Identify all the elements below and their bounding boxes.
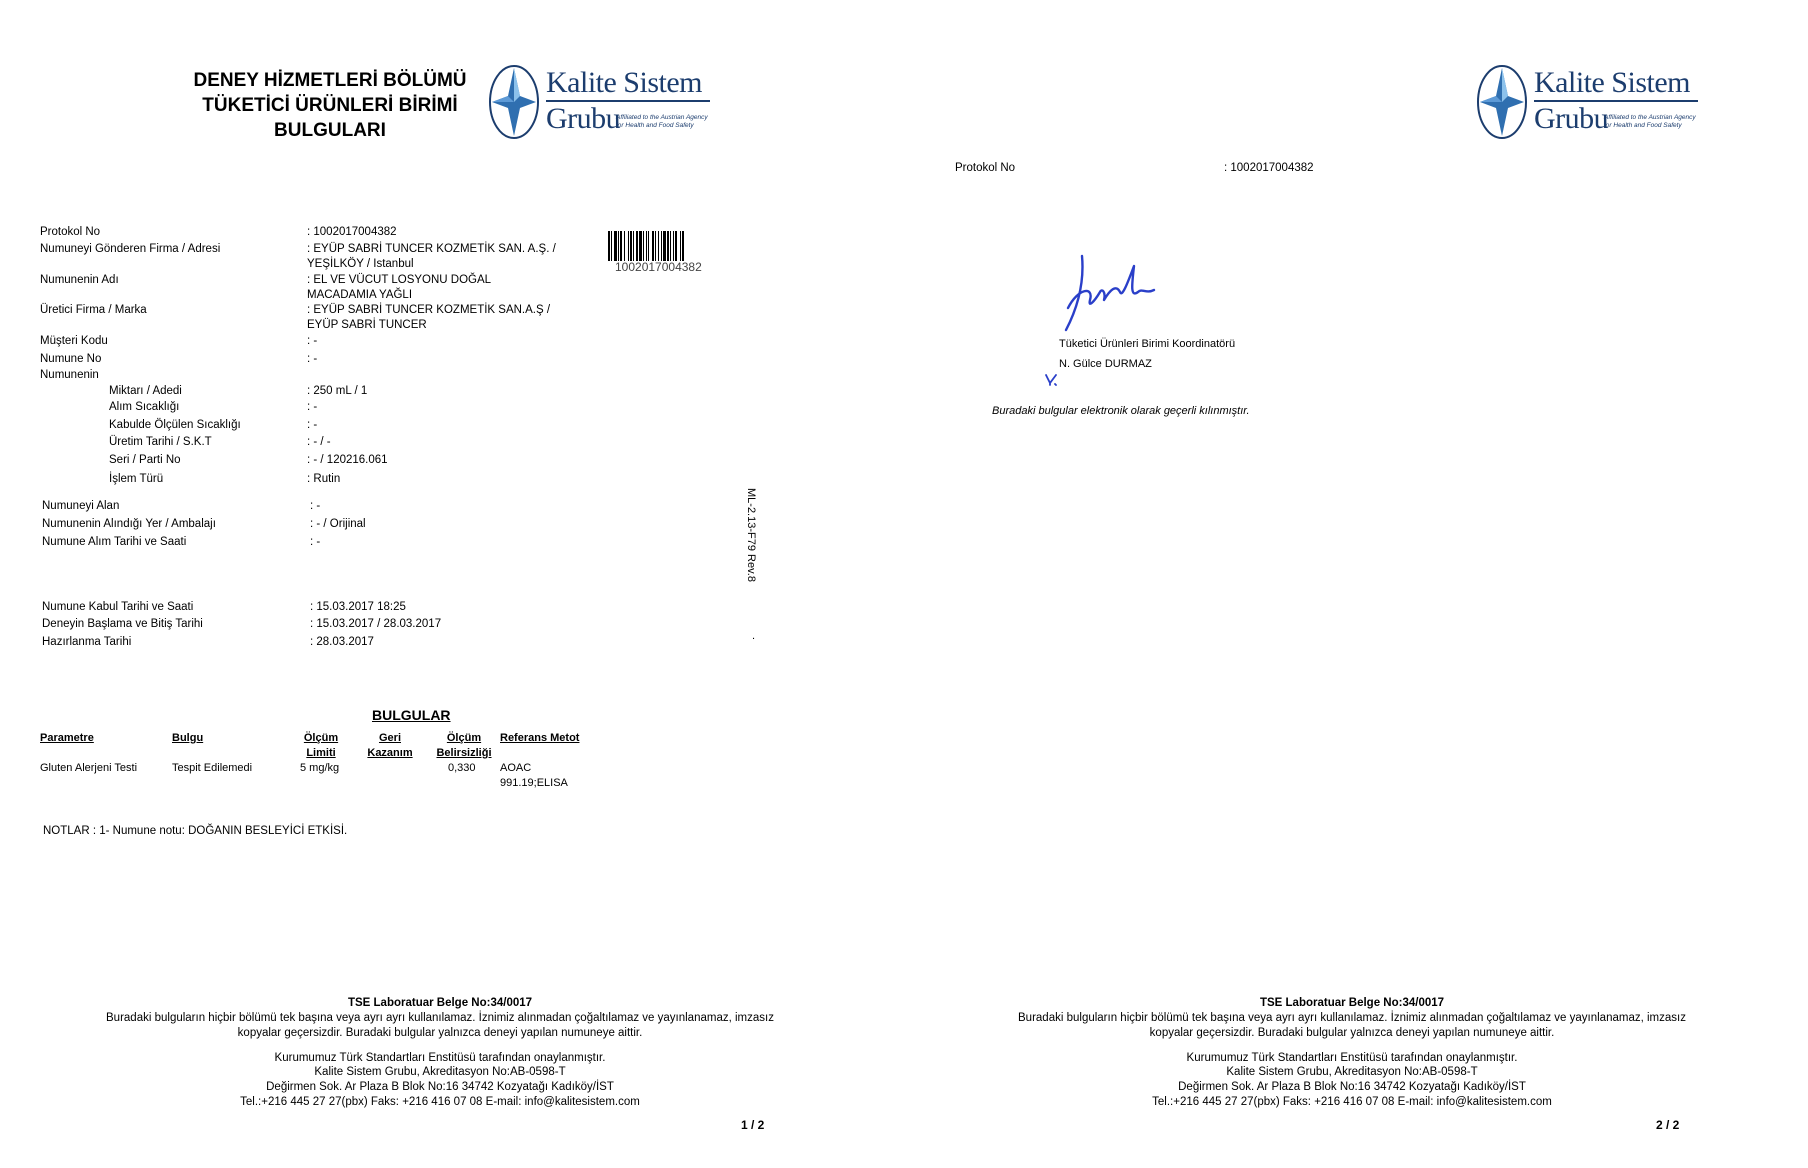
intake-label-receiver: Numuneyi Alan	[42, 500, 120, 512]
date-value-test-period: : 15.03.2017 / 28.03.2017	[310, 618, 442, 630]
barcode-bar	[636, 231, 638, 261]
footer-address: Değirmen Sok. Ar Plaza B Blok No:16 34742 Kozyatağı Kadıköy/İST	[266, 1081, 614, 1093]
cell-uncertainty: 0,330	[448, 762, 476, 774]
table-header-limit: Ölçüm Limiti	[303, 732, 339, 759]
logo-text-line1: Kalite Sistem	[546, 66, 702, 99]
sub-value-measured-temp: : -	[307, 419, 318, 431]
field-label-sample-no: Numune No	[40, 353, 102, 365]
barcode-bar	[611, 231, 612, 261]
intake-value-place: : - / Orijinal	[310, 518, 366, 530]
barcode-bar	[658, 231, 659, 261]
barcode-bar	[628, 231, 629, 261]
star-logo-icon	[1476, 64, 1528, 140]
logo-affil-line2: for Health and Food Safety	[1604, 122, 1682, 129]
footer-cert-line: TSE Laboratuar Belge No:34/0017	[347, 997, 533, 1009]
date-value-prepared: : 28.03.2017	[310, 636, 374, 648]
report-title	[190, 68, 470, 143]
electronic-validity-note: Buradaki bulgular elektronik olarak geçerli kılınmıştır.	[992, 405, 1250, 417]
barcode-bar	[680, 231, 681, 261]
barcode-bar	[630, 231, 632, 261]
table-header-uncertainty: Ölçüm Belirsizliği	[436, 732, 492, 759]
intake-value-datetime: : -	[310, 536, 321, 548]
footer-address: Değirmen Sok. Ar Plaza B Blok No:16 34742 Kozyatağı Kadıköy/İST	[1178, 1081, 1526, 1093]
sub-label-production-date: Üretim Tarihi / S.K.T	[109, 436, 212, 448]
sub-label-process-type: İşlem Türü	[109, 473, 164, 485]
sub-label-batch: Seri / Parti No	[109, 454, 181, 466]
footer-approval: Kurumumuz Türk Standartları Enstitüsü tarafından onaylanmıştır.	[1186, 1052, 1518, 1064]
title-line-3: BULGULARI	[274, 120, 386, 141]
company-logo	[488, 62, 708, 142]
title-line-1: DENEY HİZMETLERİ BÖLÜMÜ	[193, 70, 467, 91]
logo-affil-line1: Affiliated to the Austrian Agency	[1604, 114, 1696, 121]
field-value-sender: : EYÜP SABRİ TUNCER KOZMETİK SAN. A.Ş. /	[307, 243, 556, 255]
barcode-number: 1002017004382	[615, 260, 702, 274]
barcode-bar	[618, 231, 619, 261]
field-value-sender-2: YEŞİLKÖY / Istanbul	[307, 258, 414, 270]
logo-affiliation	[616, 114, 708, 130]
footer-approval: Kurumumuz Türk Standartları Enstitüsü tarafından onaylanmıştır.	[274, 1052, 606, 1064]
table-header-result: Bulgu	[172, 732, 204, 744]
sub-value-process-type: : Rutin	[307, 473, 341, 485]
footer-disclaimer-2: kopyalar geçersizdir. Buradaki bulgular yalnızca deneyi yapılan numuneye aittir.	[237, 1027, 643, 1039]
logo-text-line2: Grubu	[546, 102, 621, 135]
logo-affil-line2: for Health and Food Safety	[616, 122, 694, 129]
barcode-bar	[608, 231, 610, 261]
stray-dot: .	[752, 630, 756, 642]
notes-text: NOTLAR : 1- Numune notu: DOĞANIN BESLEYİCİ ETKİSİ.	[43, 825, 348, 837]
signature-image	[1054, 248, 1164, 338]
barcode-bar	[620, 231, 622, 261]
footer-cert-line: TSE Laboratuar Belge No:34/0017	[1259, 997, 1445, 1009]
footer-disclaimer-1: Buradaki bulguların hiçbir bölümü tek başına veya ayrı ayrı kullanılamaz. İznimiz alınmadan çoğaltılamaz ve yayınlanamaz, imzasız	[1018, 1012, 1686, 1024]
sub-label-measured-temp: Kabulde Ölçülen Sıcaklığı	[109, 419, 241, 431]
logo-affiliation	[1604, 114, 1696, 130]
barcode-bar	[655, 231, 656, 261]
field-value-sample-name: : EL VE VÜCUT LOSYONU DOĞAL	[307, 274, 492, 286]
date-label-test-period: Deneyin Başlama ve Bitiş Tarihi	[42, 618, 203, 630]
barcode-bar	[646, 231, 647, 261]
sub-value-batch: : - / 120216.061	[307, 454, 388, 466]
date-label-acceptance: Numune Kabul Tarihi ve Saati	[42, 601, 194, 613]
protocol-value: : 1002017004382	[1224, 162, 1314, 174]
logo-affil-line1: Affiliated to the Austrian Agency	[616, 114, 708, 121]
cell-method: AOAC 991.19;ELISA	[500, 762, 568, 789]
barcode-bar	[624, 231, 625, 261]
footer-accreditation: Kalite Sistem Grubu, Akreditasyon No:AB-0598-T	[314, 1066, 566, 1078]
barcode-bar	[639, 231, 642, 261]
field-value-sample-name-2: MACADAMIA YAĞLI	[307, 289, 413, 301]
barcode-image	[608, 231, 740, 261]
sub-label-quantity: Miktarı / Adedi	[109, 385, 182, 397]
star-logo-icon	[488, 64, 540, 140]
barcode-bar	[667, 231, 669, 261]
sub-value-production-date: : - / -	[307, 436, 331, 448]
page-number-1: 1 / 2	[741, 1118, 765, 1132]
table-header-recovery: Geri Kazanım	[367, 732, 413, 759]
logo-text-line1: Kalite Sistem	[1534, 66, 1690, 99]
field-label-sample-group: Numunenin	[40, 369, 99, 381]
barcode-bar	[675, 231, 677, 261]
barcode-bar	[648, 231, 649, 261]
table-header-method: Referans Metot	[500, 732, 580, 744]
cell-parameter: Gluten Alerjeni Testi	[40, 762, 138, 774]
field-label-customer-code: Müşteri Kodu	[40, 335, 108, 347]
signer-title: Tüketici Ürünleri Birimi Koordinatörü	[1059, 338, 1236, 350]
field-label-sample-name: Numunenin Adı	[40, 274, 119, 286]
report-page-2	[904, 0, 1808, 1168]
protocol-label: Protokol No	[955, 162, 1016, 174]
footer-disclaimer-1: Buradaki bulguların hiçbir bölümü tek başına veya ayrı ayrı kullanılamaz. İznimiz alınmadan çoğaltılamaz ve yayınlanamaz, imzasız	[106, 1012, 774, 1024]
initials-mark	[1044, 373, 1060, 387]
barcode-bar	[682, 231, 684, 261]
cell-result: Tespit Edilemedi	[172, 762, 253, 774]
table-header-parameter: Parametre	[40, 732, 94, 744]
barcode-bar	[663, 231, 666, 261]
title-line-2: TÜKETİCİ ÜRÜNLERİ BİRİMİ	[202, 95, 458, 116]
field-value-protocol: : 1002017004382	[307, 226, 397, 238]
footer-disclaimer-2: kopyalar geçersizdir. Buradaki bulgular yalnızca deneyi yapılan numuneye aittir.	[1149, 1027, 1555, 1039]
field-label-manufacturer: Üretici Firma / Marka	[40, 304, 147, 316]
sub-value-intake-temp: : -	[307, 401, 318, 413]
cell-limit: 5 mg/kg	[300, 762, 340, 774]
field-value-manufacturer: : EYÜP SABRİ TUNCER KOZMETİK SAN.A.Ş /	[307, 304, 551, 316]
results-title: BULGULAR	[372, 707, 451, 723]
sub-label-intake-temp: Alım Sıcaklığı	[109, 401, 180, 413]
field-label-protocol: Protokol No	[40, 226, 101, 238]
form-code: ML-2.13-F79 Rev.8	[745, 488, 757, 582]
signer-name: N. Gülce DURMAZ	[1059, 358, 1152, 370]
page-number-2: 2 / 2	[1656, 1118, 1680, 1132]
date-label-prepared: Hazırlanma Tarihi	[42, 636, 132, 648]
field-label-sender: Numuneyi Gönderen Firma / Adresi	[40, 243, 221, 255]
barcode-bar	[670, 231, 671, 261]
field-value-sample-no: : -	[307, 353, 318, 365]
intake-label-place: Numunenin Alındığı Yer / Ambalajı	[42, 518, 216, 530]
field-value-customer-code: : -	[307, 335, 318, 347]
barcode-bar	[652, 231, 654, 261]
company-logo-2	[1476, 62, 1696, 142]
barcode-bar	[633, 231, 634, 261]
barcode-bar	[614, 231, 617, 261]
footer-contact: Tel.:+216 445 27 27(pbx) Faks: +216 416 07 08 E-mail: info@kalitesistem.com	[1152, 1096, 1552, 1108]
date-value-acceptance: : 15.03.2017 18:25	[310, 601, 406, 613]
footer-contact: Tel.:+216 445 27 27(pbx) Faks: +216 416 07 08 E-mail: info@kalitesistem.com	[240, 1096, 640, 1108]
field-value-manufacturer-2: EYÜP SABRİ TUNCER	[307, 319, 427, 331]
intake-label-datetime: Numune Alım Tarihi ve Saati	[42, 536, 187, 548]
barcode-bar	[673, 231, 674, 261]
intake-value-receiver: : -	[310, 500, 321, 512]
footer-accreditation: Kalite Sistem Grubu, Akreditasyon No:AB-0598-T	[1226, 1066, 1478, 1078]
barcode-bar	[661, 231, 662, 261]
sub-value-quantity: : 250 mL / 1	[307, 385, 368, 397]
barcode-bar	[643, 231, 644, 261]
logo-text-line2: Grubu	[1534, 102, 1609, 135]
